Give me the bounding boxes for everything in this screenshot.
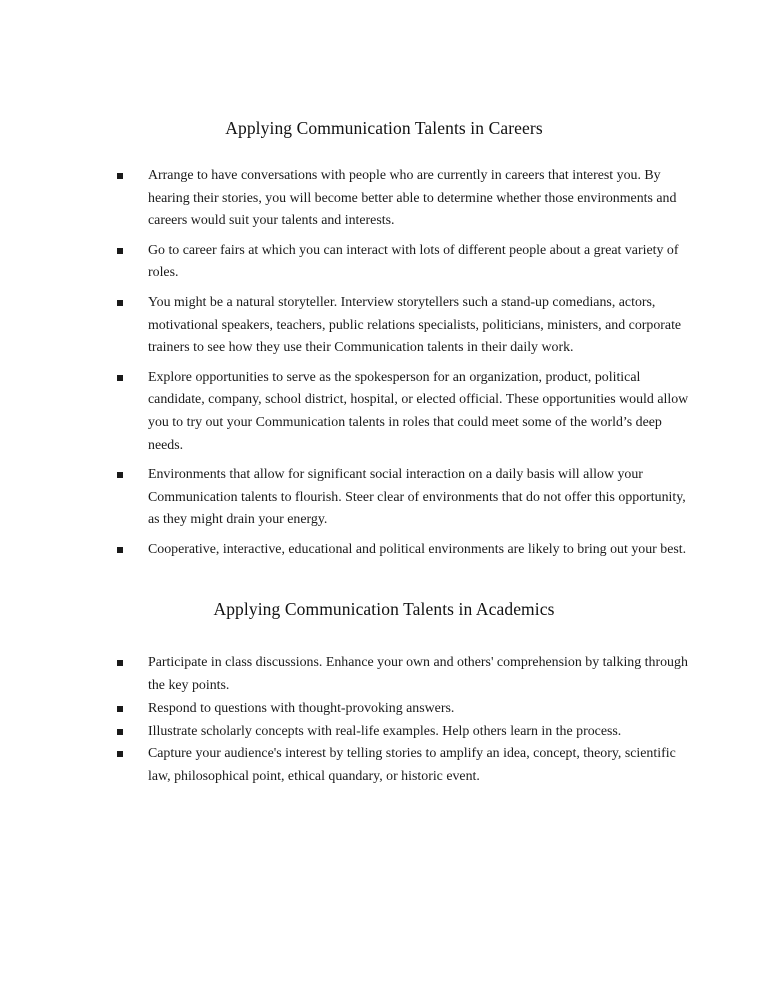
square-bullet-icon [117,472,123,478]
list-item-text: Arrange to have conversations with people who are currently in careers that interest you. By hearing their stories, you will become better able to determine whether those environments and careers would suit your talents and interests. [148,168,677,229]
square-bullet-icon [117,300,123,306]
section-heading-careers: Applying Communication Talents in Careers [225,118,543,138]
list-item [148,652,696,697]
list-item-text: Environments that allow for significant social interaction on a daily basis will allow your Communication talents to flourish. Steer clear of environments that do not offer this opportunity, as they might drain your energy. [148,467,686,528]
list-item-text: Capture your audience's interest by telling stories to amplify an idea, concept, theory, scientific law, philosophical point, ethical quandary, or historic event. [148,746,676,784]
list-item [148,464,696,532]
square-bullet-icon [117,660,123,666]
list-item [148,165,696,233]
list-item [148,367,696,457]
list-item [148,240,696,285]
list-item-text: Respond to questions with thought-provoking answers. [148,701,455,717]
square-bullet-icon [117,248,123,254]
list-item [148,539,696,562]
list-item-text: Participate in class discussions. Enhance your own and others' comprehension by talking through the key points. [148,655,688,693]
list-item-text: Explore opportunities to serve as the spokesperson for an organization, product, political candidate, company, school district, hospital, or elected official. These opportunities would allow you to try out your Communication talents in roles that could meet some of the world’s deep needs. [148,369,689,453]
section-heading-academics: Applying Communication Talents in Academics [213,599,555,619]
careers-bullet-list [148,165,696,569]
list-item-text: Illustrate scholarly concepts with real-life examples. Help others learn in the process. [148,723,622,739]
square-bullet-icon [117,751,123,757]
square-bullet-icon [117,547,123,553]
academics-bullet-list [148,652,696,789]
list-item-text: You might be a natural storyteller. Interview storytellers such a stand-up comedians, actors, motivational speakers, teachers, public relations specialists, politicians, ministers, and corporate trainers to see how they use their Communication talents in their daily work. [148,294,682,356]
square-bullet-icon [117,729,123,735]
list-item [148,698,696,721]
square-bullet-icon [117,375,123,381]
list-item [148,743,696,788]
list-item-text: Go to career fairs at which you can interact with lots of different people about a great variety of roles. [148,242,679,281]
list-item [148,292,696,360]
list-item-text: Cooperative, interactive, educational and political environments are likely to bring out your best. [148,541,687,557]
square-bullet-icon [117,173,123,179]
square-bullet-icon [117,706,123,712]
list-item [148,721,696,744]
